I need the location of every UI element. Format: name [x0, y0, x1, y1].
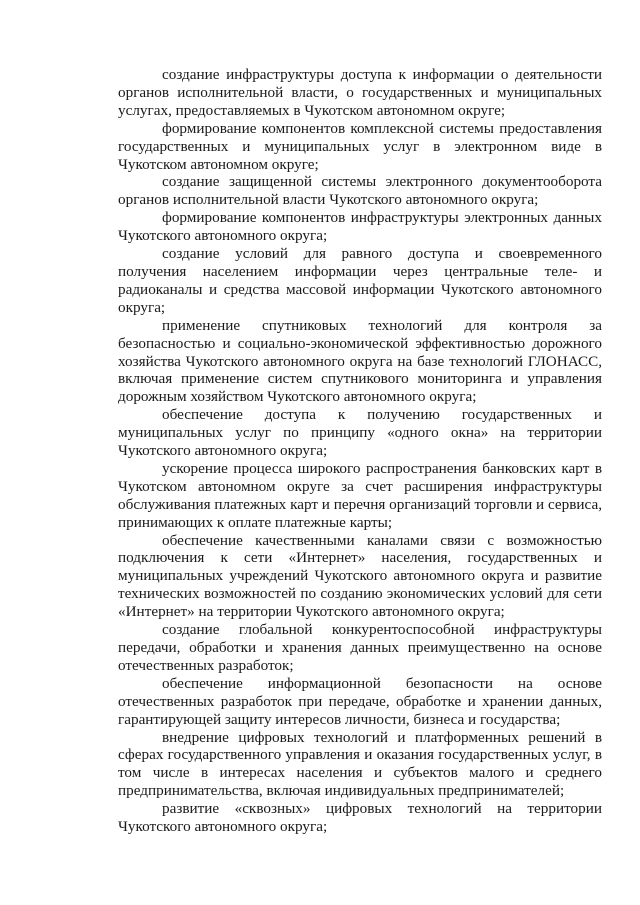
paragraph: внедрение цифровых технологий и платформенных решений в сферах государственного управления и оказания государственных услуг, в том числе в интересах населения и субъектов малого и среднего предпринимательства, включая индивидуальных предпринимателей; [118, 728, 602, 800]
paragraph: обеспечение информационной безопасности на основе отечественных разработок при передаче, обработке и хранении данных, гарантирующей защиту интересов личности, бизнеса и государства; [118, 674, 602, 728]
paragraph: обеспечение качественными каналами связи с возможностью подключения к сети «Интернет» населения, государственных и муниципальных учреждений Чукотского автономного округа и развитие технических возможностей по созданию экономических условий для сети «Интернет» на территории Чукотского автономного округа; [118, 531, 602, 621]
paragraph: обеспечение доступа к получению государственных и муниципальных услуг по принципу «одного окна» на территории Чукотского автономного округа; [118, 406, 602, 460]
paragraph: ускорение процесса широкого распространения банковских карт в Чукотском автономном округе за счет расширения инфраструктуры обслуживания платежных карт и перечня организаций торговли и сервиса, принимающих к оплате платежные карты; [118, 459, 602, 531]
paragraph: создание инфраструктуры доступа к информации о деятельности органов исполнительной власти, о государственных и муниципальных услугах, предоставляемых в Чукотском автономном округе; [118, 66, 602, 119]
paragraph: развитие «сквозных» цифровых технологий на территории Чукотского автономного округа; [118, 800, 602, 836]
document-body [118, 66, 602, 836]
paragraph: создание глобальной конкурентоспособной инфраструктуры передачи, обработки и хранения данных преимущественно на основе отечественных разработок; [118, 621, 602, 674]
paragraph: применение спутниковых технологий для контроля за безопасностью и социально-экономической эффективностью дорожного хозяйства Чукотского автономного округа на базе технологий ГЛОНАСС, включая применение систем спутникового мониторинга и управления дорожным хозяйством Чукотского автономного округа; [118, 316, 602, 406]
paragraph: создание условий для равного доступа и своевременного получения населением информации через центральные теле- и радиоканалы и средства массовой информации Чукотского автономного округа; [118, 245, 602, 316]
paragraph: формирование компонентов комплексной системы предоставления государственных и муниципальных услуг в электронном виде в Чукотском автономном округе; [118, 119, 602, 173]
paragraph: формирование компонентов инфраструктуры электронных данных Чукотского автономного округа; [118, 209, 602, 245]
paragraph: создание защищенной системы электронного документооборота органов исполнительной власти Чукотского автономного округа; [118, 173, 602, 209]
